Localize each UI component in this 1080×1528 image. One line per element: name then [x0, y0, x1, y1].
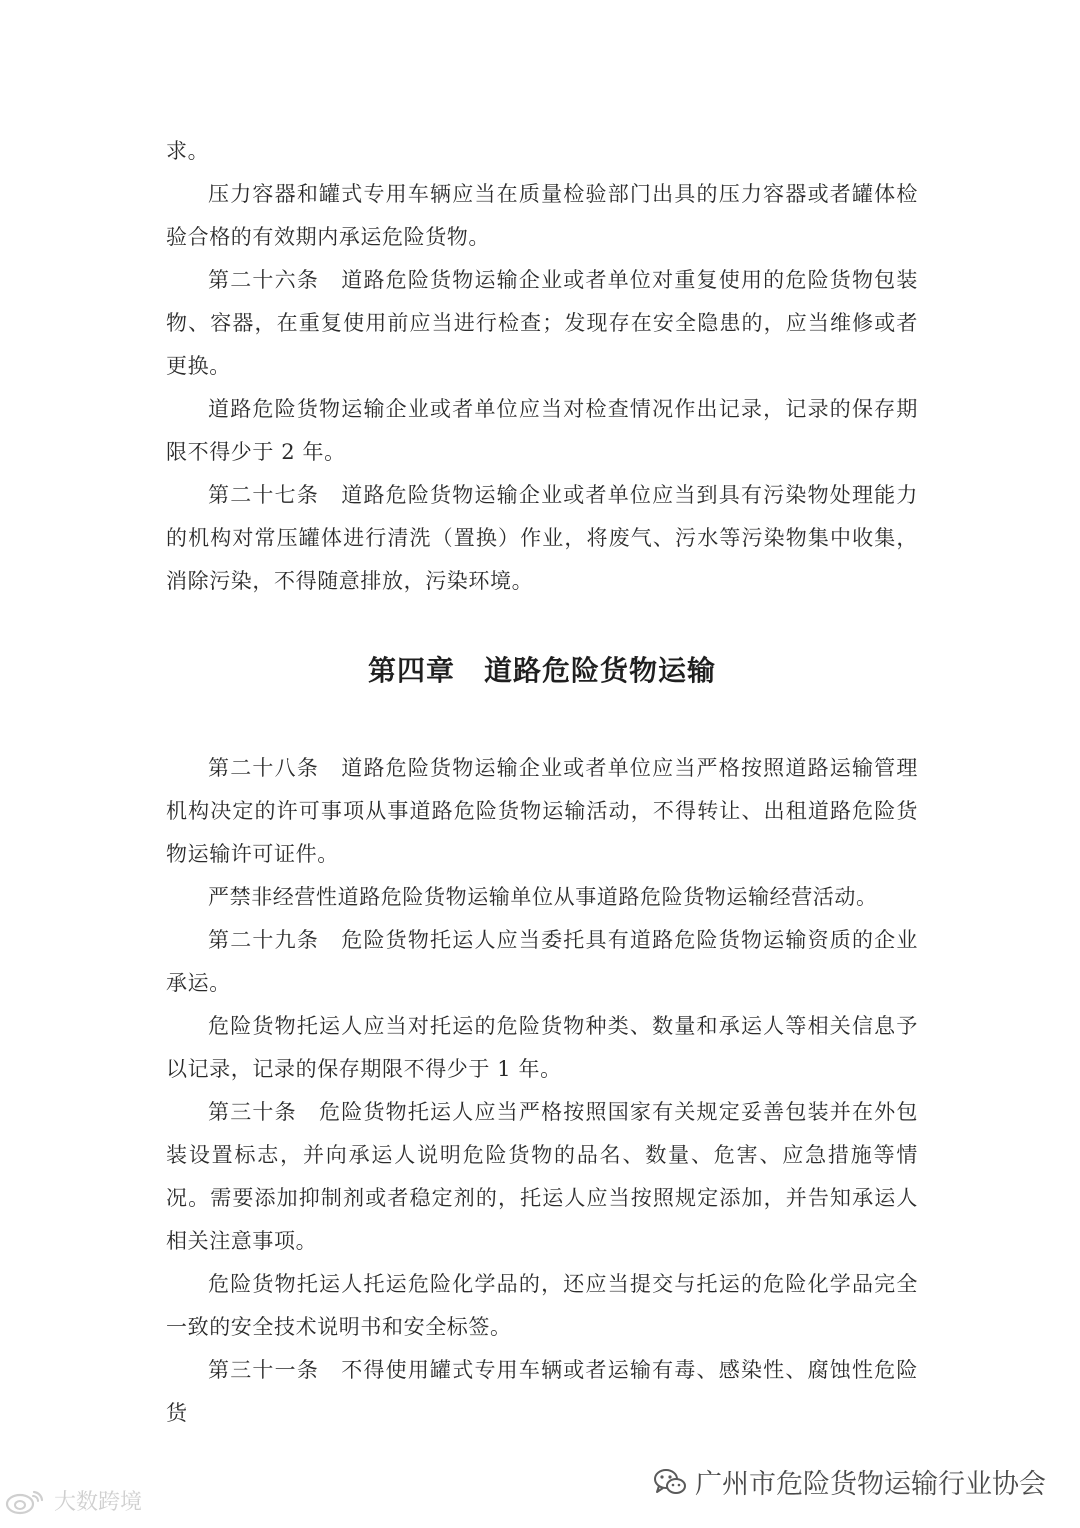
- paragraph: 危险货物托运人应当对托运的危险货物种类、数量和承运人等相关信息予以记录，记录的保存期限不得少于 1 年。: [166, 1014, 918, 1081]
- chapter-title: 第四章 道路危险货物运输: [367, 654, 716, 687]
- paragraph: 道路危险货物运输企业或者单位应当对检查情况作出记录，记录的保存期限不得少于 2 年。: [166, 397, 918, 464]
- paragraph: 求。: [166, 139, 210, 163]
- article-26: 第二十六条 道路危险货物运输企业或者单位对重复使用的危险货物包装物、容器，在重复使用前应当进行检查；发现存在安全隐患的，应当维修或者更换。: [166, 268, 918, 378]
- article-27: 第二十七条 道路危险货物运输企业或者单位应当到具有污染物处理能力的机构对常压罐体进行清洗（置换）作业，将废气、污水等污染物集中收集，消除污染，不得随意排放，污染环境。: [166, 483, 918, 593]
- wechat-logo-icon: [653, 1467, 687, 1497]
- article-28: 第二十八条 道路危险货物运输企业或者单位应当严格按照道路运输管理机构决定的许可事项从事道路危险货物运输活动，不得转让、出租道路危险货物运输许可证件。: [166, 756, 918, 866]
- watermark-left: [4, 1485, 142, 1516]
- watermark-left-text: 大数跨境: [54, 1490, 143, 1515]
- document-body: [166, 130, 918, 1435]
- watermark-right-text: 广州市危险货物运输行业协会: [695, 1469, 1046, 1500]
- watermark-right: [653, 1462, 1046, 1501]
- article-31: 第三十一条 不得使用罐式专用车辆或者运输有毒、感染性、腐蚀性危险货: [166, 1358, 918, 1425]
- article-29: 第二十九条 危险货物托运人应当委托具有道路危险货物运输资质的企业承运。: [166, 928, 918, 995]
- paragraph: 压力容器和罐式专用车辆应当在质量检验部门出具的压力容器或者罐体检验合格的有效期内承运危险货物。: [166, 182, 918, 249]
- article-30: 第三十条 危险货物托运人应当严格按照国家有关规定妥善包装并在外包装设置标志，并向承运人说明危险货物的品名、数量、危害、应急措施等情况。需要添加抑制剂或者稳定剂的，托运人应当按照规定添加，并告知承运人相关注意事项。: [166, 1100, 918, 1253]
- paragraph: 危险货物托运人托运危险化学品的，还应当提交与托运的危险化学品完全一致的安全技术说明书和安全标签。: [166, 1272, 918, 1339]
- paragraph: 严禁非经营性道路危险货物运输单位从事道路危险货物运输经营活动。: [208, 885, 878, 909]
- weibo-logo-icon: [4, 1486, 48, 1516]
